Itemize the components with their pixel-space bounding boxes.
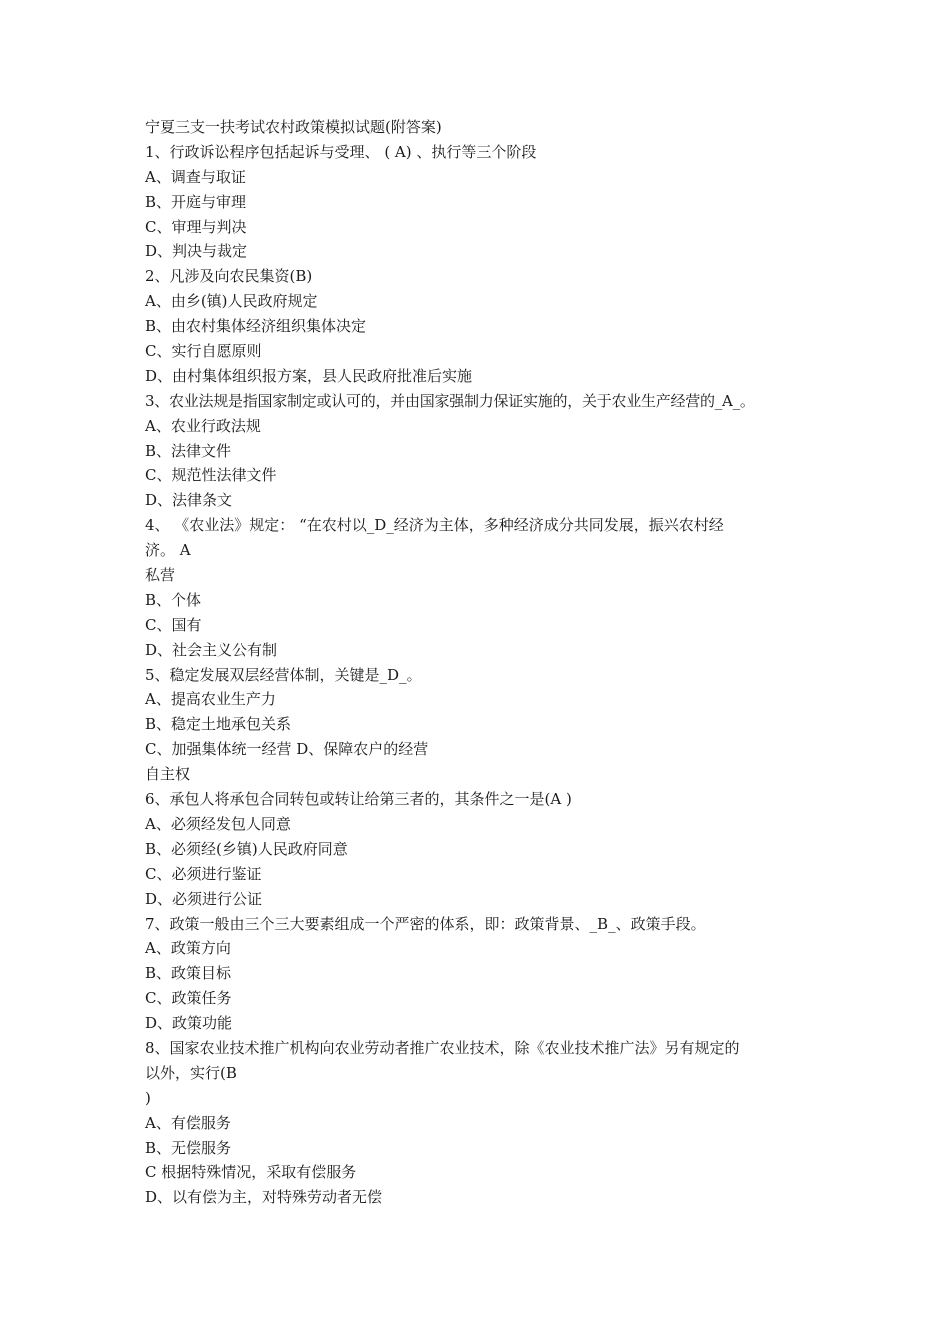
option-line: A、农业行政法规	[145, 416, 261, 435]
option-line: C、必须进行鉴证	[145, 864, 262, 883]
question-3: 3、农业法规是指国家制定或认可的，并由国家强制力保证实施的，关于农业生产经营的_A_。	[145, 391, 755, 410]
question-6: 6、承包人将承包合同转包或转让给第三者的，其条件之一是(A )	[145, 790, 572, 809]
question-7: 7、政策一般由三个三大要素组成一个严密的体系，即：政策背景、_B_、政策手段。	[145, 914, 706, 933]
option-line: B、政策目标	[145, 964, 232, 983]
option-line: D、法律条文	[145, 491, 233, 510]
option-line: B、由农村集体经济组织集体决定	[145, 317, 367, 336]
option-line: B、无偿服务	[145, 1138, 232, 1157]
question-8-continued: 以外，实行(B	[145, 1063, 237, 1082]
option-line: C、国有	[145, 615, 202, 634]
option-line: A、由乡(镇)人民政府规定	[145, 292, 318, 311]
option-line: B、必须经(乡镇)人民政府同意	[145, 839, 348, 858]
option-line: C、审理与判决	[145, 217, 247, 236]
option-line: D、以有偿为主，对特殊劳动者无偿	[145, 1188, 383, 1207]
option-line: B、开庭与审理	[145, 192, 247, 211]
option-line: C 根据特殊情况，采取有偿服务	[145, 1163, 357, 1182]
option-line: A、有偿服务	[145, 1113, 231, 1132]
option-line: A、提高农业生产力	[145, 690, 276, 709]
question-5: 5、稳定发展双层经营体制，关键是_D_。	[145, 665, 422, 684]
option-line: D、必须进行公证	[145, 889, 263, 908]
document-body	[145, 115, 810, 1210]
document-title: 宁夏三支一扶考试农村政策模拟试题(附答案)	[145, 118, 442, 136]
option-line-continued: 自主权	[145, 765, 191, 784]
question-4-continued: 济。 A	[145, 541, 191, 560]
option-line: C、政策任务	[145, 989, 232, 1008]
option-line: B、稳定土地承包关系	[145, 715, 292, 734]
option-line: A、政策方向	[145, 939, 231, 958]
option-line: A、调查与取证	[145, 167, 246, 186]
question-8-continued: )	[145, 1088, 151, 1107]
question-1: 1、行政诉讼程序包括起诉与受理、 ( A) 、执行等三个阶段	[145, 142, 537, 161]
question-4: 4、 《农业法》规定： “在农村以_D_经济为主体，多种经济成分共同发展，振兴农村经	[145, 516, 724, 535]
option-line: D、政策功能	[145, 1014, 233, 1033]
option-line: 私营	[145, 566, 176, 585]
option-line: C、规范性法律文件	[145, 466, 277, 485]
question-2: 2、凡涉及向农民集资(B)	[145, 267, 313, 286]
option-line: A、必须经发包人同意	[145, 814, 291, 833]
option-line: B、个体	[145, 590, 202, 609]
option-line: D、由村集体组织报方案，县人民政府批准后实施	[145, 366, 473, 385]
option-line: C、加强集体统一经营 D、保障农户的经营	[145, 740, 429, 759]
option-line: B、法律文件	[145, 441, 232, 460]
option-line: C、实行自愿原则	[145, 342, 262, 361]
option-line: D、判决与裁定	[145, 242, 248, 261]
question-8: 8、国家农业技术推广机构向农业劳动者推广农业技术，除《农业技术推广法》另有规定的	[145, 1038, 740, 1057]
option-line: D、社会主义公有制	[145, 640, 278, 659]
